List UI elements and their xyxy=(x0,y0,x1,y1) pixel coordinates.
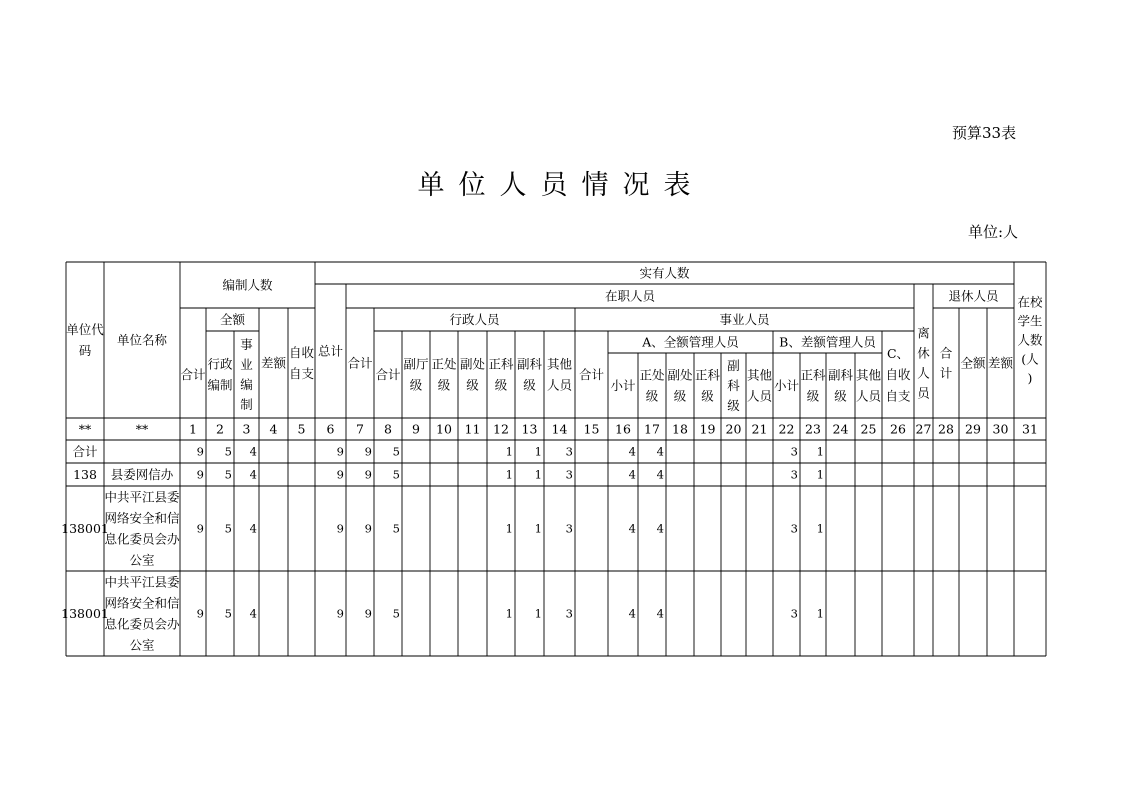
value-cell: 9 xyxy=(196,606,204,621)
value-cell: 1 xyxy=(505,521,513,536)
index-cell: 4 xyxy=(269,421,278,437)
value-cell: 5 xyxy=(392,444,400,459)
value-cell: 5 xyxy=(224,521,232,536)
header-cell: (人 xyxy=(1021,351,1039,367)
value-cell: 5 xyxy=(392,521,400,536)
index-cell: 23 xyxy=(805,421,821,437)
value-cell: 9 xyxy=(364,521,372,536)
index-cell: 30 xyxy=(992,421,1009,437)
header-cell: 合计 xyxy=(578,367,605,382)
header-cell: 副厅 xyxy=(403,356,429,372)
header-cell: 正处 xyxy=(431,356,457,372)
header-cell: 编制 xyxy=(207,377,233,393)
header-cell: 其他 xyxy=(746,367,773,383)
value-cell: 4 xyxy=(656,444,664,459)
header-cell: 码 xyxy=(78,343,92,359)
header-cell: 级 xyxy=(727,398,740,413)
header-cell: 人员 xyxy=(546,377,573,393)
value-cell: 1 xyxy=(816,444,824,459)
unit-code-cell: 138001 xyxy=(61,521,109,536)
index-cell: 9 xyxy=(412,421,420,437)
header-cell: 级 xyxy=(437,377,451,393)
header-cell: 自收 xyxy=(885,367,911,382)
header-cell: 正处 xyxy=(639,367,665,383)
header-cell: 退休人员 xyxy=(948,288,999,304)
index-cell: 8 xyxy=(384,421,392,437)
header-cell: 自收 xyxy=(288,344,315,360)
value-cell: 9 xyxy=(336,606,344,621)
header-cell: 级 xyxy=(494,377,508,393)
unit-name-cell: 网络安全和信 xyxy=(104,510,180,526)
value-cell: 9 xyxy=(336,444,344,459)
value-cell: 3 xyxy=(790,606,798,621)
value-cell: 1 xyxy=(534,521,542,536)
header-cell: 副科 xyxy=(827,367,854,383)
value-cell: 1 xyxy=(816,467,824,482)
header-cell: 差额 xyxy=(260,355,287,371)
header-cell: 副科 xyxy=(516,356,543,372)
index-cell: 14 xyxy=(551,421,568,437)
value-cell: 9 xyxy=(336,521,344,536)
header-cell: 副处 xyxy=(459,356,486,372)
value-cell: 3 xyxy=(790,521,798,536)
unit-name-cell: 中共平江县委 xyxy=(104,489,180,505)
value-cell: 1 xyxy=(534,467,542,482)
index-cell: 27 xyxy=(915,421,932,437)
index-cell: 29 xyxy=(965,421,981,437)
form-number: 预算33表 xyxy=(952,124,1017,142)
value-cell: 3 xyxy=(565,606,573,621)
index-cell: ** xyxy=(135,421,149,437)
header-cell: 学生 xyxy=(1017,313,1043,329)
index-cell: 16 xyxy=(615,421,631,437)
header-cell: 差额 xyxy=(987,355,1014,371)
value-cell: 3 xyxy=(790,467,798,482)
unit-code-cell: 138 xyxy=(73,467,97,482)
index-cell: ** xyxy=(78,421,92,437)
value-cell: 9 xyxy=(196,521,204,536)
header-cell: 在校 xyxy=(1017,294,1043,310)
header-cell: 级 xyxy=(466,377,479,393)
header-cell: 人员 xyxy=(855,388,882,404)
header-cell: 行政人员 xyxy=(449,312,500,327)
header-cell: 编制人数 xyxy=(222,277,273,293)
index-cell: 15 xyxy=(583,421,600,437)
index-cell: 5 xyxy=(297,421,306,437)
header-cell: 编 xyxy=(240,377,253,392)
header-cell: 制 xyxy=(240,397,253,412)
value-cell: 1 xyxy=(816,521,824,536)
value-cell: 5 xyxy=(224,444,232,459)
header-cell: 合计 xyxy=(180,367,206,382)
page-title: 单位人员情况表 xyxy=(417,170,705,201)
header-cell: 人员 xyxy=(746,388,773,404)
header-cell: 自支 xyxy=(885,388,911,404)
value-cell: 4 xyxy=(628,521,636,536)
unit-name-cell: 县委网信办 xyxy=(110,467,174,482)
value-cell: 4 xyxy=(656,521,664,536)
value-cell: 1 xyxy=(534,606,542,621)
header-cell: 离 xyxy=(917,325,930,341)
value-cell: 1 xyxy=(505,467,513,482)
value-cell: 5 xyxy=(392,467,400,482)
header-cell: 其他 xyxy=(855,367,882,383)
value-cell: 3 xyxy=(790,444,798,459)
unit-name-cell: 公室 xyxy=(129,552,155,568)
index-cell: 20 xyxy=(725,421,742,437)
value-cell: 4 xyxy=(628,444,636,459)
header-cell: 级 xyxy=(409,377,423,393)
header-cell: 行政 xyxy=(207,356,233,372)
index-cell: 7 xyxy=(356,421,364,437)
index-cell: 18 xyxy=(672,421,688,437)
header-cell: 正科 xyxy=(488,356,514,372)
index-cell: 19 xyxy=(699,421,716,437)
index-cell: 13 xyxy=(521,421,538,437)
value-cell: 4 xyxy=(656,467,664,482)
value-cell: 5 xyxy=(224,467,232,482)
index-cell: 17 xyxy=(644,421,660,437)
unit-name-cell: 中共平江县委 xyxy=(104,574,180,590)
index-cell: 22 xyxy=(778,421,795,437)
unit-code-cell: 合计 xyxy=(72,444,98,459)
header-cell: 全额 xyxy=(219,312,246,327)
index-cell: 6 xyxy=(326,421,335,437)
value-cell: 9 xyxy=(196,444,204,459)
header-cell: 小计 xyxy=(773,378,800,393)
value-cell: 9 xyxy=(364,444,372,459)
value-cell: 4 xyxy=(249,467,257,482)
value-cell: 4 xyxy=(249,521,257,536)
value-cell: 9 xyxy=(364,606,372,621)
index-cell: 3 xyxy=(242,421,251,437)
header-cell: C、 xyxy=(886,345,910,361)
header-cell: 副 xyxy=(727,358,740,373)
header-cell: 计 xyxy=(939,365,953,381)
header-cell: 在职人员 xyxy=(604,288,656,304)
header-cell: 小计 xyxy=(610,378,636,393)
header-cell: 级 xyxy=(834,388,847,404)
header-cell: 人数 xyxy=(1017,332,1043,348)
value-cell: 1 xyxy=(816,606,824,621)
index-cell: 11 xyxy=(464,421,481,437)
header-cell: 人 xyxy=(917,365,930,381)
unit-label: 单位:人 xyxy=(968,223,1019,241)
value-cell: 1 xyxy=(505,606,513,621)
header-cell: 科 xyxy=(727,378,740,393)
index-cell: 31 xyxy=(1022,421,1038,437)
header-cell: 实有人数 xyxy=(639,265,690,281)
unit-name-cell: 公室 xyxy=(129,637,155,653)
index-cell: 28 xyxy=(938,421,954,437)
header-cell: 级 xyxy=(645,388,659,404)
unit-name-cell: 息化委员会办 xyxy=(104,616,180,632)
header-cell: 合计 xyxy=(347,355,373,371)
value-cell: 3 xyxy=(565,444,573,459)
value-cell: 4 xyxy=(628,467,636,482)
unit-name-cell: 网络安全和信 xyxy=(104,595,180,611)
header-cell: 自支 xyxy=(288,366,315,382)
index-cell: 25 xyxy=(860,421,877,437)
header-cell: 级 xyxy=(523,377,536,393)
value-cell: 3 xyxy=(565,467,573,482)
value-cell: 5 xyxy=(392,606,400,621)
value-cell: 3 xyxy=(565,521,573,536)
index-cell: 24 xyxy=(832,421,849,437)
header-cell: 休 xyxy=(917,345,930,361)
header-cell: 合 xyxy=(939,345,953,361)
value-cell: 1 xyxy=(505,444,513,459)
header-cell: 级 xyxy=(806,388,820,404)
header-cell: 正科 xyxy=(694,367,721,383)
header-cell: 单位名称 xyxy=(116,332,168,348)
index-cell: 10 xyxy=(436,421,452,437)
value-cell: 9 xyxy=(336,467,344,482)
header-cell: 副处 xyxy=(667,367,693,383)
header-cell: 级 xyxy=(673,388,687,404)
header-cell: ) xyxy=(1027,370,1033,386)
header-cell: 事 xyxy=(240,337,253,352)
header-cell: B、差额管理人员 xyxy=(779,334,876,350)
index-cell: 26 xyxy=(890,421,906,437)
value-cell: 4 xyxy=(656,606,664,621)
unit-code-cell: 138001 xyxy=(61,606,109,621)
header-cell: 其他 xyxy=(546,356,573,372)
header-cell: 合计 xyxy=(375,367,401,382)
value-cell: 9 xyxy=(364,467,372,482)
index-cell: 12 xyxy=(493,421,509,437)
value-cell: 5 xyxy=(224,606,232,621)
header-cell: 员 xyxy=(917,385,930,401)
value-cell: 4 xyxy=(249,444,257,459)
header-cell: 单位代 xyxy=(66,321,104,337)
header-cell: 级 xyxy=(701,388,714,404)
index-cell: 21 xyxy=(751,421,768,437)
header-cell: 全额 xyxy=(960,355,986,371)
unit-name-cell: 息化委员会办 xyxy=(104,531,180,547)
header-cell: 总计 xyxy=(317,343,344,359)
header-cell: 事业人员 xyxy=(719,312,770,327)
header-cell: A、全额管理人员 xyxy=(642,334,739,350)
value-cell: 4 xyxy=(249,606,257,621)
index-cell: 2 xyxy=(216,421,224,437)
index-cell: 1 xyxy=(189,421,197,437)
value-cell: 1 xyxy=(534,444,542,459)
value-cell: 4 xyxy=(628,606,636,621)
header-cell: 正科 xyxy=(800,367,826,383)
header-cell: 业 xyxy=(240,357,253,372)
value-cell: 9 xyxy=(196,467,204,482)
